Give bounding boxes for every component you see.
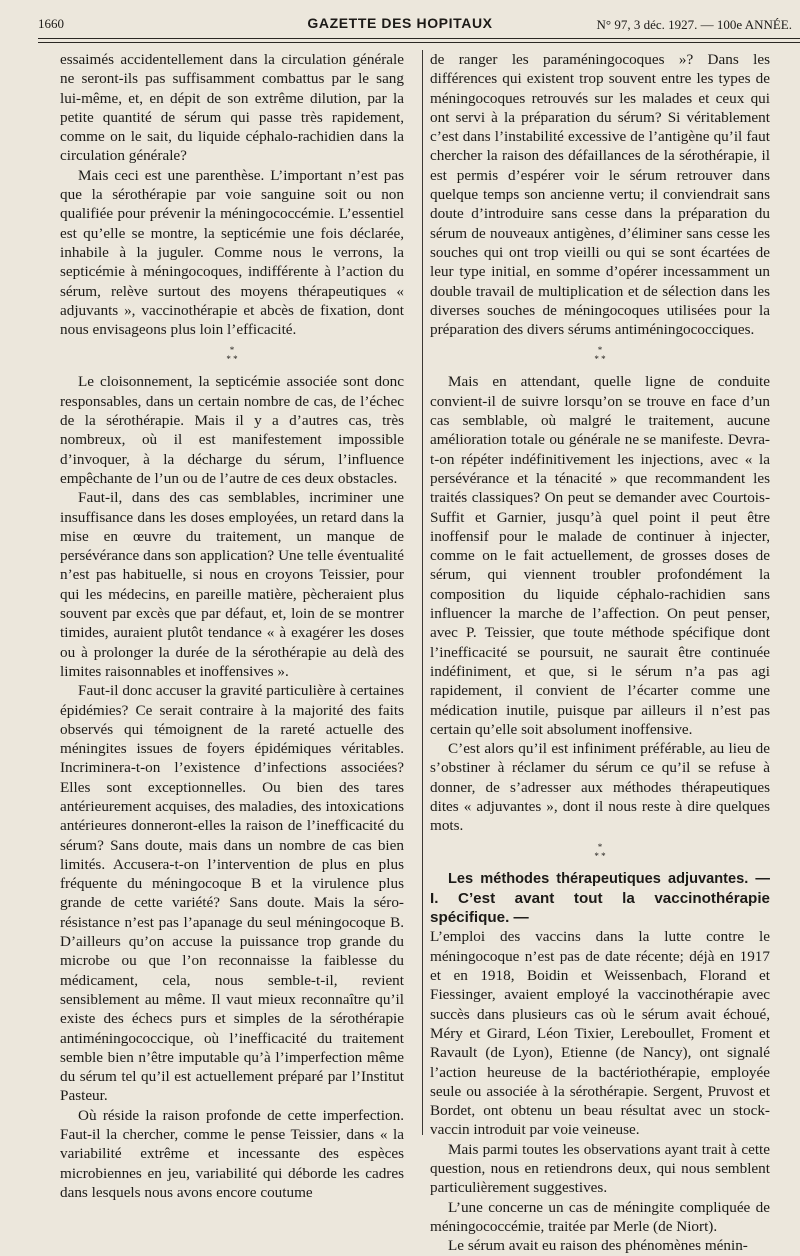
separator-star: *	[229, 345, 235, 356]
paragraph: de ranger les paraméningocoques »? Dans les différences qui existent trop souvent entre les types de méningocoques retrouvés sur les malades et ceux qui ont servi à la préparation du sérum? Si véritablement c’est dans l’instabilité excessive de l’antigène qu’il faut chercher la raison des défaillances de la sérothérapie, il est permis d’espérer voir le sérum retrouver dans quelque temps son ancienne vertu; il conviendrait sans doute d’introduire sans cesse dans la préparation du sérum de nouveaux antigènes, d’éliminer sans cesse les souches qui ont trop vieilli ou qui se sont écartées de leur type initial, en somme d’opérer incessamment un double travail de multiplication et de sélection dans les diverses souches de méningocoques utilisées pour la préparation des divers sérums antiméningococciques.	[430, 51, 770, 339]
separator-stars: * *	[594, 354, 606, 365]
separator-stars: * *	[594, 850, 606, 861]
column-divider	[422, 50, 423, 1135]
paragraph: C’est alors qu’il est infiniment préférable, au lieu de s’obstiner à réclamer du sérum ce qu’il se refuse à donner, de s’adresser aux méthodes thérapeutiques dites « adjuvantes », dont il nous reste à dire quelques mots.	[430, 740, 770, 835]
section-separator	[60, 346, 404, 364]
paragraph: Le cloisonnement, la septicémie associée sont donc responsables, dans un certain nombre de cas, de l’échec de la sérothérapie. Mais il y a d’autres cas, très nombreux, où il est manifestement impossible d’invoquer, à la décharge du sérum, l’influence empêchante de l’un ou de l’autre de ces deux obstacles.	[60, 373, 404, 487]
paragraph: Faut-il, dans des cas semblables, incriminer une insuffisance dans les doses employées, un retard dans la mise en œuvre du traitement, un manque de persévérance dans son application? Une telle éventualité n’est pas habituelle, si nous en croyons Teissier, pour qui les médecins, en pareille matière, pècheraient plus souvent par excès que par défaut, et, loin de se montrer timides, auraient plutôt tendance « à exagérer les doses ou à prolonger la durée de la sérothérapie au delà des limites raisonnables et inoffensives ».	[60, 489, 404, 680]
paragraph: Mais en attendant, quelle ligne de conduite convient-il de suivre lorsqu’on se trouve en face d’un cas semblable, où malgré le traitement, aucune amélioration totale ou générale ne se manifeste. Devra-t-on répéter indéfinitivement les injections, avec « la persévérance et la ténacité » que recommandent les traités classiques? On peut se demander avec Courtois-Suffit et Garnier, jusqu’à quel point il peut être inoffensif pour le malade de continuer à injecter, comme on le fait actuellement, de grosses doses de sérum, qui viennent troubler profondément la composition du liquide céphalo-rachidien sans influencer la marche de l’affection. On peut penser, avec P. Teissier, que toute méthode spécifique dont l’inefficacité se poursuit, ne saurait être continuée indéfiniment, et que, si le sérum n’a pas agi rapidement, il convient de l’écarter comme une médication inutile, puisque par ailleurs il n’est pas certain qu’elle soit absolument inoffensive.	[430, 373, 770, 738]
subsection-heading: I. C’est avant tout la vaccinothérapie spécifique. —	[430, 889, 770, 927]
paragraph: essaimés accidentellement dans la circulation générale ne seront-ils pas suffisamment combattus par le sang lui-même, et, en dépit de son extrême dilution, par la petite quantité de sérum qui passe très rapidement, comme on le sait, du liquide céphalo-rachidien dans la circulation générale?	[60, 51, 404, 165]
paragraph: L’emploi des vaccins dans la lutte contre le méningocoque n’est pas de date récente; déjà en 1917 et en 1918, Boidin et Weissenbach, Florand et Fiessinger, avaient employé la vaccinothérapie avec succès dans plusieurs cas où le sérum avait échoué, Méry et Girard, Léon Tixier, Lereboullet, Froment et Ravault (de Lyon), Etienne (de Nancy), ont signalé l’action heureuse de la bactériothérapie, employée seule ou associée à la sérothérapie. Sergent, Pruvost et Bordet, ont obtenu un beau résultat avec un stock-vaccin introduit par voie veineuse.	[430, 928, 770, 1139]
right-column	[430, 50, 770, 1256]
paragraph: Faut-il donc accuser la gravité particulière à certaines épidémies? Ce serait contraire à la majorité des faits observés qui témoignent de la rareté actuelle des méningites issues de foyers épidémiques véritables. Incriminera-t-on l’existence d’infections associées? Elles sont exceptionnelles. Ou bien des tares antérieurement acquises, des maladies, des intoxications antérieures donneront-elles la raison de l’inefficacité du sérum? Sans doute, mais dans un nombre de cas bien limités. Accusera-t-on l’intervention de plus en plus fréquente du méningocoque B et la virulence plus grande de cette variété? Sans doute. Mais la séro-résistance n’est pas l’apanage du seul méningocoque B. D’ailleurs qu’on accuse la puissance trop grande du microbe ou que l’on reconnaisse la faiblesse du médicament, cela, nous semble-t-il, revient sensiblement au même. Il vaut mieux reconnaître qu’il existe des échecs purs et simples de la sérothérapie antiméningococcique, où l’inefficacité du traitement semble bien n’être imputable qu’à l’imperfection même du sérum tel qu’il est actuellement préparé par l’Institut Pasteur.	[60, 682, 404, 1105]
publication-title: GAZETTE DES HOPITAUX	[307, 15, 493, 31]
header-rule-top	[38, 38, 800, 39]
header-rule-bottom	[38, 42, 800, 43]
page-number: 1660	[38, 16, 64, 31]
paragraph: Mais parmi toutes les observations ayant trait à cette question, nous en retiendrons deux, qui nous semblent particulièrement suggestives.	[430, 1140, 770, 1197]
paragraph: L’une concerne un cas de méningite compliquée de méningococcémie, traitée par Merle (de Niort).	[430, 1198, 770, 1235]
separator-star: *	[597, 841, 603, 852]
issue-info: N° 97, 3 déc. 1927. — 100e ANNÉE.	[596, 17, 792, 32]
separator-stars: * *	[226, 354, 238, 365]
separator-star: *	[597, 345, 603, 356]
paragraph: Le sérum avait eu raison des phénomènes ménin-	[448, 1237, 748, 1255]
paragraph: Où réside la raison profonde de cette imperfection. Faut-il la chercher, comme le pense Teissier, dans « la variabilité extrême et incessante des espèces microbiennes en jeu, variabilité qui déborde les cadres dans lesquels nous avons encore coutume	[60, 1106, 404, 1201]
section-separator	[430, 346, 770, 364]
page-header	[0, 0, 800, 44]
paragraph: Mais ceci est une parenthèse. L’important n’est pas que la sérothérapie par voie sanguine soit ou non qualifiée pour prévenir la méningococcémie. L’essentiel est qu’elle se montre, la septicémie une fois déclarée, inhabile à la juguler. Comme nous le verrons, la septicémie à méningocoques, indifférente à l’action du sérum, relève surtout des moyens thérapeutiques « adjuvants », vaccinothérapie et abcès de fixation, dont nous envisageons plus loin l’efficacité.	[60, 166, 404, 339]
left-column	[60, 50, 404, 1202]
section-separator	[430, 843, 770, 861]
section-heading-paragraph	[430, 869, 770, 928]
section-heading: Les méthodes thérapeutiques adjuvantes. —	[448, 870, 770, 887]
